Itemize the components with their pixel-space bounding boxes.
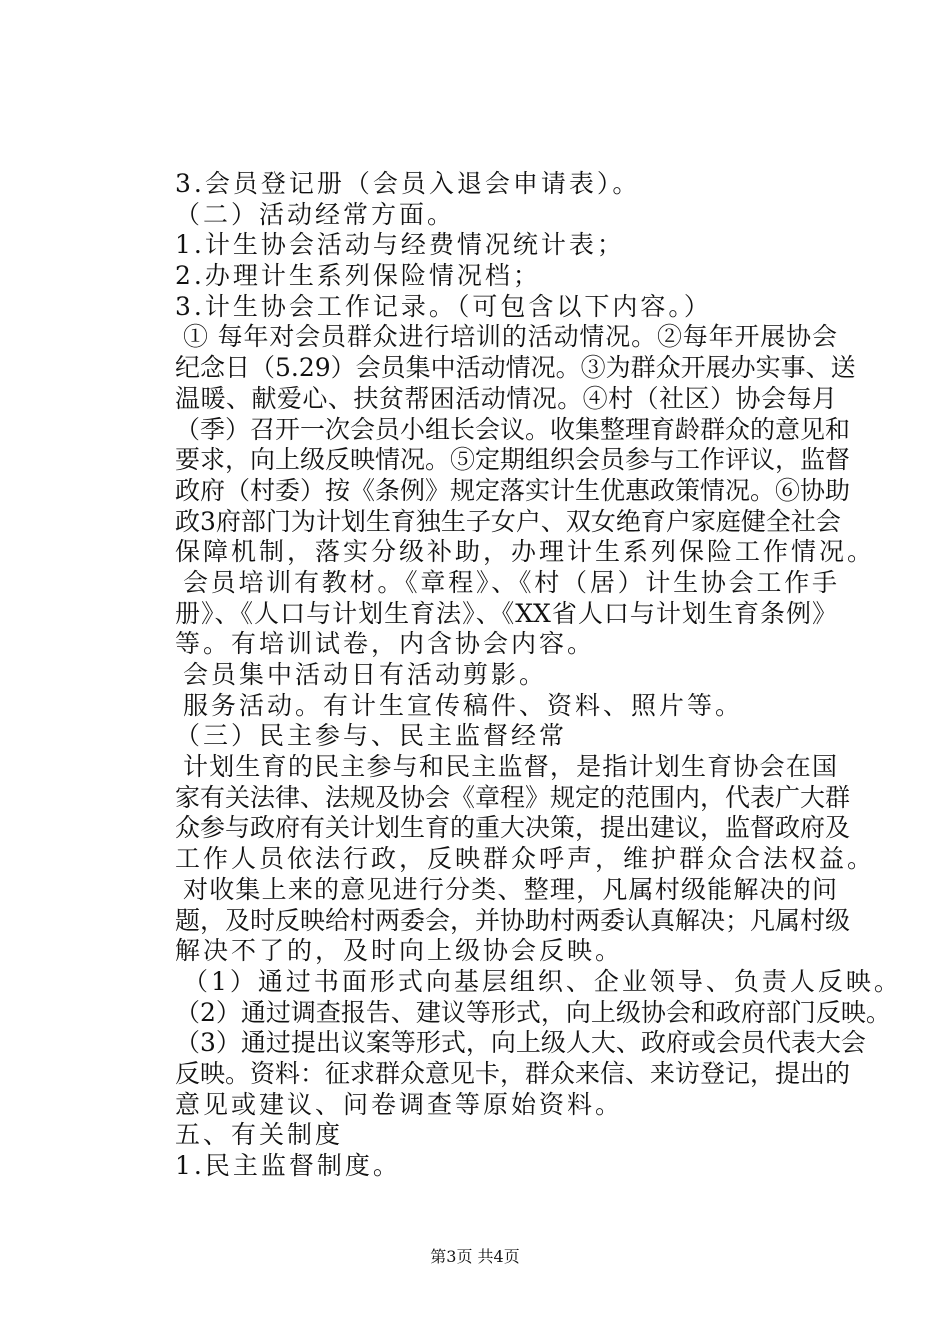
text-line: （季）召开一次会员小组长会议。收集整理育龄群众的意见和 bbox=[175, 414, 851, 444]
text-line: 保障机制，落实分级补助，办理计生系列保险工作情况。 bbox=[175, 537, 876, 567]
text-line: 解决不了的，及时向上级协会反映。 bbox=[175, 936, 624, 966]
text-line: 五、有关制度 bbox=[175, 1120, 344, 1150]
text-line: 对收集上来的意见进行分类、整理，凡属村级能解决的问 bbox=[183, 874, 837, 904]
document-body bbox=[175, 169, 902, 1182]
text-line: 政府（村委）按《条例》规定落实计生优惠政策情况。⑥协助 bbox=[175, 475, 851, 505]
text-line: 册》、《人口与计划生育法》、《XX省人口与计划生育条例》 bbox=[175, 598, 837, 628]
text-line: 会员集中活动日有活动剪影。 bbox=[183, 660, 548, 689]
text-line: 计划生育的民主参与和民主监督，是指计划生育协会在国 bbox=[183, 752, 837, 782]
text-line: 温暖、献爱心、扶贫帮困活动情况。④村（社区）协会每月 bbox=[175, 383, 837, 413]
text-line: 反映。资料：征求群众意见卡，群众来信、来访登记，提出的 bbox=[175, 1058, 851, 1088]
text-line: 政3府部门为计划生育独生子女户、双女绝育户家庭健全社会 bbox=[175, 506, 841, 536]
text-line: 会员培训有教材。《章程》、《村（居）计生协会工作手 bbox=[183, 567, 837, 597]
text-line: ① 每年对会员群众进行培训的活动情况。②每年开展协会 bbox=[183, 322, 837, 352]
text-line: （三）民主参与、民主监督经常 bbox=[175, 721, 568, 751]
text-line: 众参与政府有关计划生育的重大决策，提出建议，监督政府及 bbox=[175, 813, 851, 843]
text-line: 3.会员登记册（会员入退会申请表）。 bbox=[175, 169, 641, 198]
text-line: 1.民主监督制度。 bbox=[175, 1151, 401, 1180]
text-line: 1.计生协会活动与经费情况统计表； bbox=[175, 230, 625, 260]
text-line: 工作人员依法行政，反映群众呼声，维护群众合法权益。 bbox=[175, 844, 876, 874]
text-line: 3.计生协会工作记录。（可包含以下内容。） bbox=[175, 291, 712, 321]
text-line: （2）通过调查报告、建议等形式，向上级协会和政府部门反映。 bbox=[175, 997, 891, 1027]
text-line: 等。有培训试卷，内含协会内容。 bbox=[175, 629, 596, 659]
text-line: 2.办理计生系列保险情况档； bbox=[175, 261, 541, 291]
text-line: 要求，向上级反映情况。⑤定期组织会员参与工作评议，监督 bbox=[175, 445, 851, 475]
text-line: （1）通过书面形式向基层组织、企业领导、负责人反映。 bbox=[183, 966, 902, 996]
text-line: （3）通过提出议案等形式，向上级人大、政府或会员代表大会 bbox=[175, 1028, 866, 1058]
text-line: 服务活动。有计生宣传稿件、资料、照片等。 bbox=[183, 690, 744, 720]
text-line: （二）活动经常方面。 bbox=[175, 199, 456, 229]
text-line: 家有关法律、法规及协会《章程》规定的范围内，代表广大群 bbox=[175, 782, 851, 812]
page-footer: 第3页 共4页 bbox=[430, 1247, 520, 1266]
text-line: 纪念日（5.29）会员集中活动情况。③为群众开展办实事、送 bbox=[175, 353, 856, 383]
text-line: 意见或建议、问卷调查等原始资料。 bbox=[175, 1089, 624, 1119]
text-line: 题，及时反映给村两委会，并协助村两委认真解决；凡属村级 bbox=[175, 905, 851, 935]
